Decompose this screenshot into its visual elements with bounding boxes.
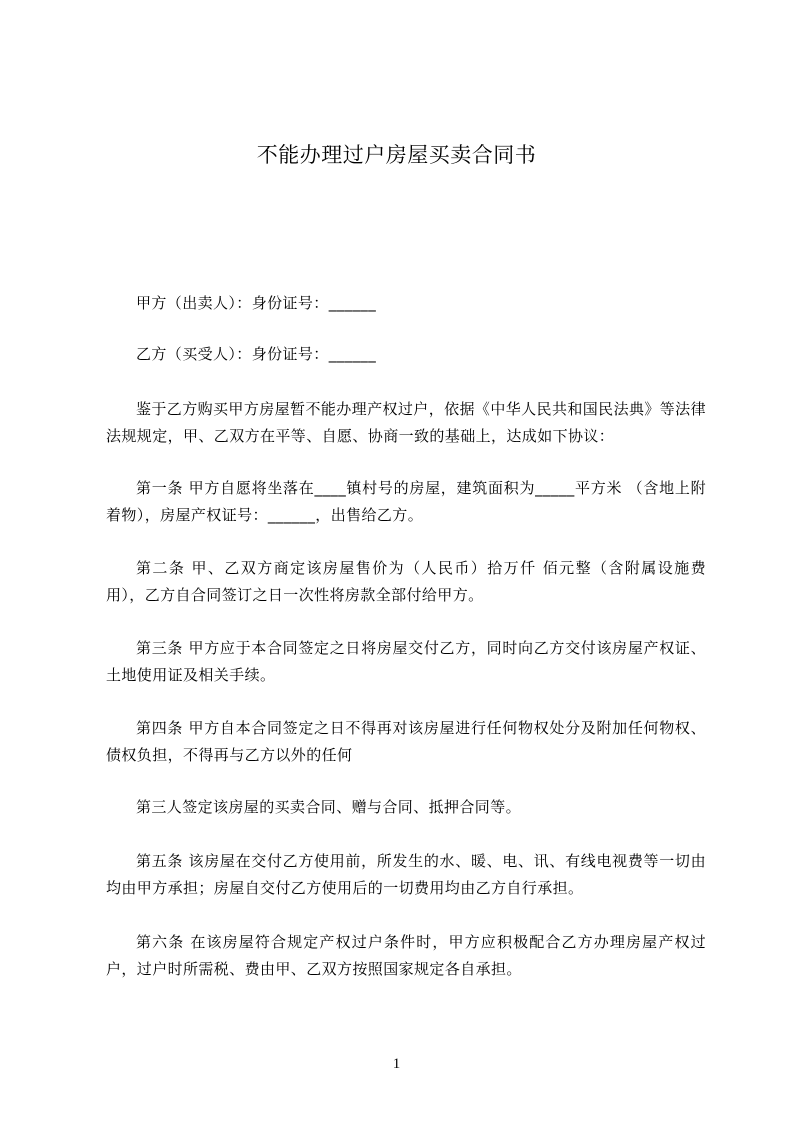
party-b-line: 乙方（买受人）：身份证号：______ bbox=[136, 345, 377, 363]
article-6-paragraph: 第六条 在该房屋符合规定产权过户条件时，甲方应积极配合乙方办理房屋产权过户，过户时所需税、费由甲、乙双方按照国家规定各自承担。 bbox=[106, 933, 706, 978]
preamble-paragraph: 鉴于乙方购买甲方房屋暂不能办理产权过户，依据《中华人民共和国民法典》等法律法规规定，甲、乙双方在平等、自愿、协商一致的基础上，达成如下协议： bbox=[106, 400, 706, 445]
article-1-paragraph: 第一条 甲方自愿将坐落在____镇村号的房屋，建筑面积为_____平方米 （含地上附着物），房屋产权证号：______，出售给乙方。 bbox=[106, 479, 706, 524]
article-3-paragraph: 第三条 甲方应于本合同签定之日将房屋交付乙方，同时向乙方交付该房屋产权证、土地使用证及相关手续。 bbox=[106, 639, 706, 684]
article-4-continuation: 第三人签定该房屋的买卖合同、赠与合同、抵押合同等。 bbox=[136, 798, 522, 816]
party-a-line: 甲方（出卖人）：身份证号：______ bbox=[136, 294, 377, 312]
article-2-paragraph: 第二条 甲、乙双方商定该房屋售价为（人民币）拾万仟 佰元整（含附属设施费用），乙方自合同签订之日一次性将房款全部付给甲方。 bbox=[106, 559, 706, 604]
page-number: 1 bbox=[392, 1056, 401, 1072]
article-4-paragraph: 第四条 甲方自本合同签定之日不得再对该房屋进行任何物权处分及附加任何物权、债权负担，不得再与乙方以外的任何 bbox=[106, 719, 706, 764]
article-5-paragraph: 第五条 该房屋在交付乙方使用前，所发生的水、暖、电、讯、有线电视费等一切由均由甲方承担；房屋自交付乙方使用后的一切费用均由乙方自行承担。 bbox=[106, 852, 706, 897]
contract-title: 不能办理过户房屋买卖合同书 bbox=[256, 143, 537, 167]
